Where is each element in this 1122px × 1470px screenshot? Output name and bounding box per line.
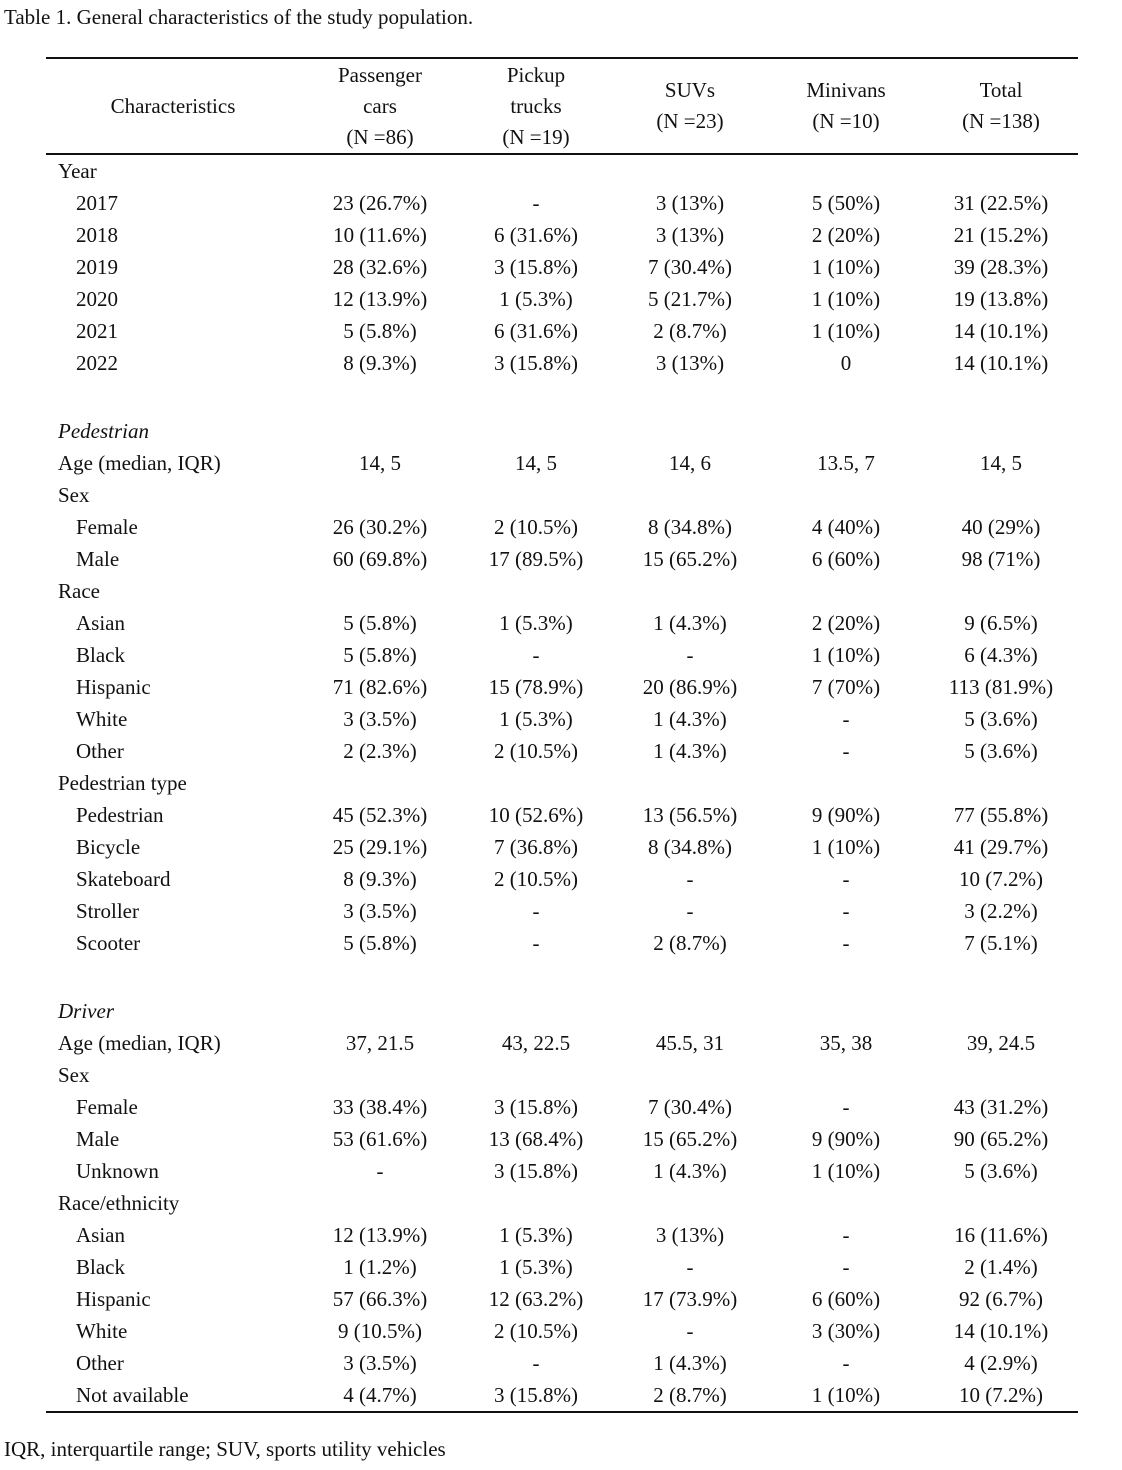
- cell-pickup-trucks: 3 (15.8%): [494, 255, 578, 279]
- cell-passenger-cars: [300, 995, 460, 1027]
- cell-total: [924, 479, 1078, 511]
- cell-suvs: [612, 479, 768, 511]
- cell-pickup-trucks: 3 (15.8%): [460, 1379, 612, 1412]
- cell-pickup-trucks: [460, 995, 612, 1027]
- cell-total: [924, 767, 1078, 799]
- cell-minivans: 1 (10%): [768, 1379, 924, 1412]
- cell-passenger-cars: [300, 379, 460, 415]
- cell-suvs: 1 (4.3%): [653, 707, 727, 731]
- cell-pickup-trucks: 2 (10.5%): [494, 515, 578, 539]
- row-label: Scooter: [76, 931, 141, 955]
- column-header-suvs: [612, 58, 768, 154]
- cell-suvs: 1 (4.3%): [653, 611, 727, 635]
- cell-suvs: [612, 415, 768, 447]
- cell-passenger-cars: 25 (29.1%): [332, 835, 428, 859]
- column-header-line: (N =23): [656, 109, 724, 133]
- row-label: 2021: [76, 319, 118, 343]
- cell-pickup-trucks: 7 (36.8%): [494, 835, 578, 859]
- cell-pickup-trucks: 2 (10.5%): [494, 1319, 578, 1343]
- column-header-line: trucks: [510, 93, 562, 118]
- cell-total: 16 (11.6%): [954, 1223, 1048, 1247]
- table-footnote: IQR, interquartile range; SUV, sports utility vehicles: [4, 1437, 446, 1461]
- row-label: Unknown: [76, 1159, 159, 1183]
- cell-total: 39, 24.5: [966, 1031, 1036, 1055]
- row-label: White: [76, 707, 128, 731]
- row-label: Not available: [46, 1379, 300, 1412]
- cell-passenger-cars: 5 (5.8%): [343, 931, 417, 955]
- cell-suvs: 2 (8.7%): [653, 319, 727, 343]
- cell-total: 14, 5: [980, 451, 1022, 475]
- cell-pickup-trucks: 12 (63.2%): [488, 1287, 584, 1311]
- cell-total: 14 (10.1%): [953, 351, 1049, 375]
- cell-minivans: [768, 995, 924, 1027]
- cell-minivans: -: [842, 1095, 850, 1119]
- row-label: [46, 379, 300, 415]
- cell-minivans: [768, 415, 924, 447]
- cell-pickup-trucks: [460, 575, 612, 607]
- cell-suvs: 15 (65.2%): [642, 547, 738, 571]
- row-label: Asian: [76, 1223, 125, 1247]
- cell-pickup-trucks: [460, 154, 612, 187]
- cell-minivans: 3 (30%): [811, 1319, 881, 1343]
- cell-passenger-cars: [300, 154, 460, 187]
- spacer-row: [46, 959, 1078, 995]
- cell-minivans: -: [842, 739, 850, 763]
- cell-passenger-cars: 3 (3.5%): [343, 1351, 417, 1375]
- cell-pickup-trucks: 3 (15.8%): [494, 1159, 578, 1183]
- column-header-passenger-cars: [300, 58, 460, 154]
- cell-minivans: 5 (50%): [811, 191, 881, 215]
- table-row: [46, 607, 1078, 639]
- cell-suvs: 3 (13%): [655, 1223, 725, 1247]
- cell-suvs: 7 (30.4%): [648, 255, 732, 279]
- row-label: Pedestrian: [58, 419, 149, 443]
- cell-minivans: 6 (60%): [811, 547, 881, 571]
- cell-pickup-trucks: 1 (5.3%): [499, 287, 573, 311]
- cell-pickup-trucks: 14, 5: [515, 451, 557, 475]
- cell-total: 113 (81.9%): [948, 675, 1054, 699]
- cell-total: [924, 1187, 1078, 1219]
- table-row: [46, 1091, 1078, 1123]
- category-row: [46, 479, 1078, 511]
- table-row: [46, 511, 1078, 543]
- cell-pickup-trucks: 6 (31.6%): [494, 319, 578, 343]
- characteristics-table-container: [46, 57, 1078, 1413]
- cell-pickup-trucks: 1 (5.3%): [499, 611, 573, 635]
- cell-passenger-cars: 71 (82.6%): [332, 675, 428, 699]
- category-row: [46, 1027, 1078, 1059]
- table-row: [46, 735, 1078, 767]
- row-label: Stroller: [76, 899, 139, 923]
- table-row: [46, 1155, 1078, 1187]
- table-row: [46, 863, 1078, 895]
- cell-minivans: 2 (20%): [811, 611, 881, 635]
- cell-total: 6 (4.3%): [964, 643, 1038, 667]
- cell-minivans: [768, 379, 924, 415]
- table-row: [46, 1379, 1078, 1412]
- cell-passenger-cars: 4 (4.7%): [300, 1379, 460, 1412]
- cell-total: 10 (7.2%): [959, 867, 1043, 891]
- cell-pickup-trucks: [460, 1187, 612, 1219]
- row-label: Pedestrian type: [58, 771, 187, 795]
- cell-total: 77 (55.8%): [953, 803, 1049, 827]
- cell-suvs: 3 (13%): [655, 223, 725, 247]
- cell-minivans: -: [842, 1223, 850, 1247]
- cell-total: 5 (3.6%): [964, 739, 1038, 763]
- cell-passenger-cars: [300, 767, 460, 799]
- cell-suvs: 3 (13%): [655, 191, 725, 215]
- category-row: [46, 1059, 1078, 1091]
- cell-passenger-cars: 5 (5.8%): [343, 319, 417, 343]
- column-header-total: [924, 58, 1078, 154]
- row-label: Driver: [58, 999, 114, 1023]
- row-label: White: [76, 1319, 128, 1343]
- row-label: Skateboard: [76, 867, 171, 891]
- table-row: [46, 703, 1078, 735]
- cell-passenger-cars: 53 (61.6%): [332, 1127, 428, 1151]
- cell-pickup-trucks: 15 (78.9%): [488, 675, 584, 699]
- table-row: [46, 315, 1078, 347]
- section-row: [46, 995, 1078, 1027]
- cell-passenger-cars: [300, 415, 460, 447]
- cell-total: 2 (1.4%): [964, 1255, 1038, 1279]
- cell-passenger-cars: 37, 21.5: [345, 1031, 415, 1055]
- cell-suvs: 5 (21.7%): [648, 287, 732, 311]
- cell-suvs: 13 (56.5%): [642, 803, 738, 827]
- cell-passenger-cars: 60 (69.8%): [332, 547, 428, 571]
- row-label: Race: [58, 579, 100, 603]
- cell-suvs: 7 (30.4%): [648, 1095, 732, 1119]
- cell-minivans: 4 (40%): [811, 515, 881, 539]
- cell-minivans: 9 (90%): [811, 803, 881, 827]
- cell-suvs: [612, 1187, 768, 1219]
- cell-total: 41 (29.7%): [953, 835, 1049, 859]
- cell-total: [924, 415, 1078, 447]
- cell-total: 5 (3.6%): [964, 1159, 1038, 1183]
- cell-minivans: -: [842, 867, 850, 891]
- table-row: [46, 283, 1078, 315]
- cell-pickup-trucks: [460, 1059, 612, 1091]
- category-row: [46, 767, 1078, 799]
- cell-passenger-cars: 1 (1.2%): [343, 1255, 417, 1279]
- cell-passenger-cars: 57 (66.3%): [332, 1287, 428, 1311]
- table-row: [46, 1123, 1078, 1155]
- cell-suvs: 15 (65.2%): [642, 1127, 738, 1151]
- row-label: Sex: [58, 1063, 90, 1087]
- table-header: [46, 58, 1078, 154]
- table-row: [46, 799, 1078, 831]
- cell-pickup-trucks: -: [532, 899, 540, 923]
- cell-passenger-cars: 10 (11.6%): [333, 223, 427, 247]
- column-header-line: (N =19): [502, 124, 570, 149]
- table-row: [46, 1251, 1078, 1283]
- cell-minivans: [768, 1059, 924, 1091]
- cell-total: 7 (5.1%): [964, 931, 1038, 955]
- cell-minivans: 13.5, 7: [817, 451, 875, 475]
- row-label: Hispanic: [76, 675, 151, 699]
- cell-minivans: 1 (10%): [811, 1159, 881, 1183]
- row-label: Pedestrian: [76, 803, 164, 827]
- cell-total: 43 (31.2%): [953, 1095, 1049, 1119]
- cell-total: 14 (10.1%): [953, 1319, 1049, 1343]
- cell-suvs: 8 (34.8%): [648, 515, 732, 539]
- header-row: [46, 58, 1078, 154]
- row-label: Year: [58, 159, 97, 183]
- cell-pickup-trucks: [460, 379, 612, 415]
- table-body: [46, 154, 1078, 1412]
- cell-suvs: -: [686, 1319, 694, 1343]
- table-row: [46, 927, 1078, 959]
- category-row: [46, 154, 1078, 187]
- cell-suvs: 2 (8.7%): [653, 931, 727, 955]
- cell-suvs: [612, 959, 768, 995]
- cell-pickup-trucks: 3 (15.8%): [494, 351, 578, 375]
- cell-minivans: -: [842, 1351, 850, 1375]
- row-label: Asian: [76, 611, 125, 635]
- row-label: Black: [76, 643, 125, 667]
- cell-suvs: 3 (13%): [655, 351, 725, 375]
- cell-total: 14 (10.1%): [953, 319, 1049, 343]
- column-header-minivans: [768, 58, 924, 154]
- cell-minivans: 0: [840, 351, 852, 375]
- cell-total: 40 (29%): [961, 515, 1041, 539]
- cell-pickup-trucks: 3 (15.8%): [494, 1095, 578, 1119]
- cell-passenger-cars: 28 (32.6%): [332, 255, 428, 279]
- category-row: [46, 447, 1078, 479]
- cell-passenger-cars: 14, 5: [359, 451, 401, 475]
- cell-total: [924, 154, 1078, 187]
- cell-total: 5 (3.6%): [964, 707, 1038, 731]
- cell-passenger-cars: 45 (52.3%): [332, 803, 428, 827]
- cell-suvs: 2 (8.7%): [612, 1379, 768, 1412]
- table-row: [46, 639, 1078, 671]
- cell-total: 4 (2.9%): [964, 1351, 1038, 1375]
- row-label: Female: [76, 515, 138, 539]
- cell-total: 19 (13.8%): [953, 287, 1049, 311]
- cell-passenger-cars: 33 (38.4%): [332, 1095, 428, 1119]
- cell-total: 9 (6.5%): [964, 611, 1038, 635]
- cell-minivans: 6 (60%): [811, 1287, 881, 1311]
- cell-pickup-trucks: -: [532, 191, 540, 215]
- cell-minivans: -: [842, 931, 850, 955]
- table-row: [46, 347, 1078, 379]
- column-header-line: Passenger: [338, 62, 422, 87]
- cell-pickup-trucks: [460, 479, 612, 511]
- table-row: [46, 1219, 1078, 1251]
- row-label: Other: [76, 1351, 124, 1375]
- row-label: 2022: [76, 351, 118, 375]
- row-label: Age (median, IQR): [58, 1031, 221, 1055]
- table-caption: Table 1. General characteristics of the study population.: [4, 5, 474, 29]
- cell-minivans: [768, 959, 924, 995]
- cell-pickup-trucks: 1 (5.3%): [499, 1223, 573, 1247]
- cell-passenger-cars: 2 (2.3%): [343, 739, 417, 763]
- cell-total: [924, 575, 1078, 607]
- column-header-line: (N =10): [812, 109, 880, 133]
- cell-minivans: 1 (10%): [811, 287, 881, 311]
- cell-pickup-trucks: [460, 959, 612, 995]
- row-label: [46, 959, 300, 995]
- column-header-line: Minivans: [806, 78, 886, 102]
- cell-pickup-trucks: 17 (89.5%): [488, 547, 584, 571]
- row-label: Male: [76, 547, 120, 571]
- column-header-line: Total: [979, 78, 1023, 102]
- cell-suvs: 1 (4.3%): [653, 1351, 727, 1375]
- table-row: [46, 219, 1078, 251]
- cell-suvs: 8 (34.8%): [648, 835, 732, 859]
- column-header-line: cars: [363, 93, 397, 118]
- row-label: Age (median, IQR): [58, 451, 221, 475]
- column-header-line: SUVs: [664, 78, 716, 102]
- cell-total: [924, 379, 1078, 415]
- cell-suvs: 45.5, 31: [655, 1031, 725, 1055]
- cell-pickup-trucks: 2 (10.5%): [494, 739, 578, 763]
- row-label: Female: [76, 1095, 138, 1119]
- column-header-line: Characteristics: [110, 93, 236, 118]
- column-header-characteristics: [46, 58, 300, 154]
- cell-pickup-trucks: -: [532, 643, 540, 667]
- cell-pickup-trucks: 43, 22.5: [501, 1031, 571, 1055]
- cell-total: 39 (28.3%): [953, 255, 1049, 279]
- cell-minivans: 1 (10%): [811, 255, 881, 279]
- column-header-line: Pickup: [506, 62, 566, 87]
- cell-suvs: [612, 1059, 768, 1091]
- cell-passenger-cars: 5 (5.8%): [343, 611, 417, 635]
- cell-passenger-cars: 8 (9.3%): [343, 351, 417, 375]
- cell-minivans: 1 (10%): [811, 835, 881, 859]
- cell-pickup-trucks: -: [532, 1351, 540, 1375]
- cell-total: [924, 995, 1078, 1027]
- table-row: [46, 1315, 1078, 1347]
- row-label: 2018: [76, 223, 118, 247]
- cell-pickup-trucks: 10 (52.6%): [488, 803, 584, 827]
- cell-total: [924, 1059, 1078, 1091]
- cell-total: 98 (71%): [961, 547, 1041, 571]
- cell-passenger-cars: [300, 959, 460, 995]
- cell-minivans: 7 (70%): [811, 675, 881, 699]
- row-label: Other: [76, 739, 124, 763]
- cell-minivans: -: [842, 899, 850, 923]
- cell-suvs: -: [686, 867, 694, 891]
- cell-suvs: 20 (86.9%): [642, 675, 738, 699]
- cell-suvs: -: [686, 1255, 694, 1279]
- row-label: Male: [76, 1127, 120, 1151]
- cell-suvs: 1 (4.3%): [653, 1159, 727, 1183]
- column-header-pickup-trucks: [460, 58, 612, 154]
- cell-minivans: [768, 767, 924, 799]
- cell-total: 92 (6.7%): [959, 1287, 1043, 1311]
- row-label: 2019: [76, 255, 118, 279]
- table-row: [46, 251, 1078, 283]
- table-row: [46, 831, 1078, 863]
- cell-pickup-trucks: 13 (68.4%): [488, 1127, 584, 1151]
- cell-minivans: 2 (20%): [811, 223, 881, 247]
- table-row: [46, 1283, 1078, 1315]
- row-label: Bicycle: [76, 835, 141, 859]
- cell-suvs: [612, 379, 768, 415]
- column-header-line: (N =86): [346, 124, 414, 149]
- cell-minivans: -: [842, 707, 850, 731]
- cell-total: 90 (65.2%): [953, 1127, 1049, 1151]
- cell-passenger-cars: 9 (10.5%): [338, 1319, 422, 1343]
- cell-pickup-trucks: 6 (31.6%): [494, 223, 578, 247]
- category-row: [46, 1187, 1078, 1219]
- cell-total: 10 (7.2%): [924, 1379, 1078, 1412]
- category-row: [46, 575, 1078, 607]
- cell-pickup-trucks: -: [532, 931, 540, 955]
- cell-pickup-trucks: [460, 767, 612, 799]
- spacer-row: [46, 379, 1078, 415]
- cell-minivans: -: [842, 1255, 850, 1279]
- cell-passenger-cars: -: [376, 1159, 384, 1183]
- cell-minivans: 35, 38: [819, 1031, 873, 1055]
- cell-pickup-trucks: [460, 415, 612, 447]
- cell-suvs: 14, 6: [669, 451, 711, 475]
- cell-suvs: 17 (73.9%): [642, 1287, 738, 1311]
- table-row: [46, 187, 1078, 219]
- cell-suvs: [612, 575, 768, 607]
- cell-minivans: 1 (10%): [811, 643, 881, 667]
- row-label: Sex: [58, 483, 90, 507]
- cell-minivans: 9 (90%): [811, 1127, 881, 1151]
- cell-total: [924, 959, 1078, 995]
- cell-suvs: [612, 767, 768, 799]
- cell-minivans: [768, 1187, 924, 1219]
- table-row: [46, 671, 1078, 703]
- table-row: [46, 1347, 1078, 1379]
- cell-passenger-cars: 5 (5.8%): [343, 643, 417, 667]
- cell-pickup-trucks: 1 (5.3%): [499, 1255, 573, 1279]
- row-label: Hispanic: [76, 1287, 151, 1311]
- section-row: [46, 415, 1078, 447]
- cell-minivans: 1 (10%): [811, 319, 881, 343]
- cell-passenger-cars: 23 (26.7%): [332, 191, 428, 215]
- cell-passenger-cars: [300, 575, 460, 607]
- cell-passenger-cars: [300, 1059, 460, 1091]
- row-label: 2017: [76, 191, 118, 215]
- row-label: 2020: [76, 287, 118, 311]
- table-row: [46, 543, 1078, 575]
- cell-suvs: -: [686, 899, 694, 923]
- cell-minivans: [768, 575, 924, 607]
- column-header-line: (N =138): [962, 109, 1040, 133]
- cell-total: 31 (22.5%): [953, 191, 1049, 215]
- table-row: [46, 895, 1078, 927]
- cell-total: 3 (2.2%): [964, 899, 1038, 923]
- cell-minivans: [768, 479, 924, 511]
- cell-suvs: -: [686, 643, 694, 667]
- cell-passenger-cars: 26 (30.2%): [332, 515, 428, 539]
- cell-suvs: [612, 995, 768, 1027]
- cell-pickup-trucks: 1 (5.3%): [499, 707, 573, 731]
- cell-minivans: [768, 154, 924, 187]
- cell-passenger-cars: 12 (13.9%): [332, 287, 428, 311]
- cell-total: 21 (15.2%): [953, 223, 1049, 247]
- cell-pickup-trucks: 2 (10.5%): [494, 867, 578, 891]
- row-label: Black: [76, 1255, 125, 1279]
- row-label: Race/ethnicity: [58, 1191, 180, 1215]
- cell-passenger-cars: [300, 479, 460, 511]
- cell-passenger-cars: 12 (13.9%): [332, 1223, 428, 1247]
- cell-passenger-cars: 3 (3.5%): [343, 899, 417, 923]
- cell-passenger-cars: 3 (3.5%): [343, 707, 417, 731]
- cell-suvs: [612, 154, 768, 187]
- cell-passenger-cars: 8 (9.3%): [343, 867, 417, 891]
- cell-suvs: 1 (4.3%): [653, 739, 727, 763]
- characteristics-table: [46, 57, 1078, 1413]
- cell-passenger-cars: [300, 1187, 460, 1219]
